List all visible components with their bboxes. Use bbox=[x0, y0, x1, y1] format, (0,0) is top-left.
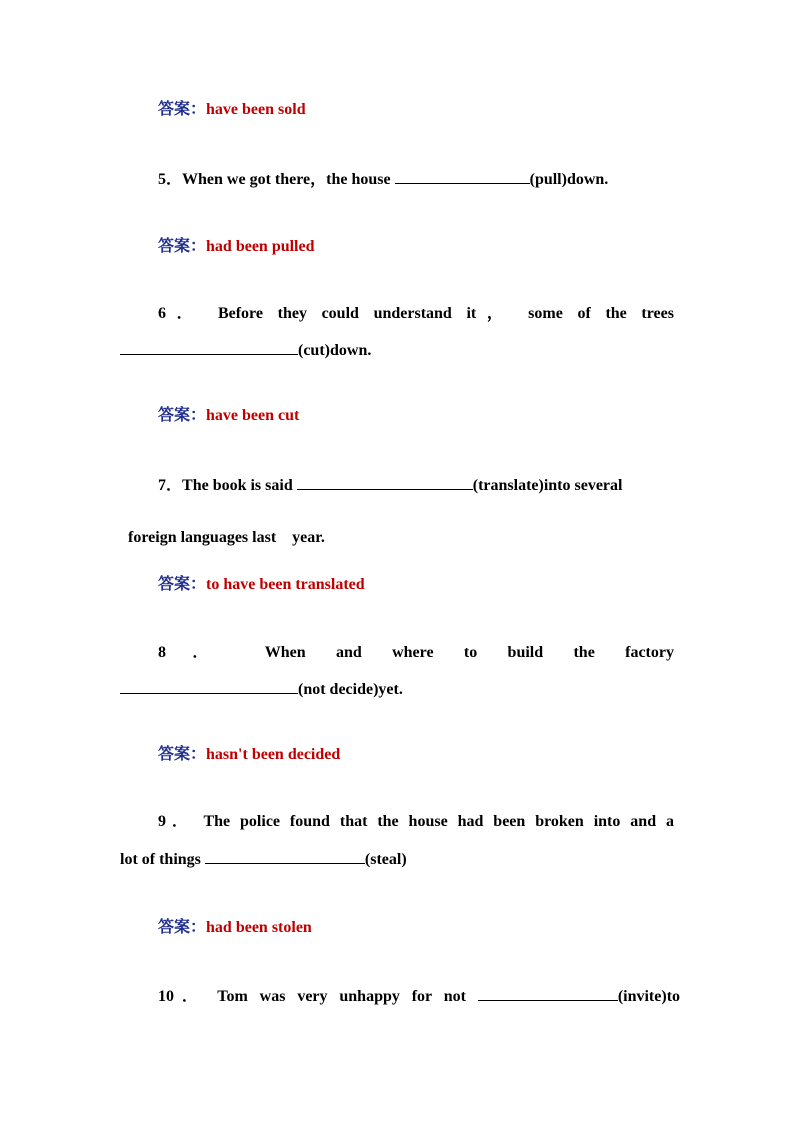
answer-text: hasn't been decided bbox=[206, 746, 341, 763]
answer-label: 答案： bbox=[158, 917, 207, 936]
question-text: Tom was very unhappy for not bbox=[217, 988, 478, 1005]
answer-label: 答案： bbox=[158, 236, 207, 255]
question-5 bbox=[158, 168, 674, 190]
answer-line bbox=[158, 744, 674, 765]
answer-text: have been sold bbox=[206, 101, 306, 118]
question-hint: (pull)down. bbox=[529, 171, 609, 188]
answer-line bbox=[158, 917, 674, 938]
answer-blank bbox=[205, 848, 365, 864]
question-text: foreign languages last year. bbox=[128, 529, 325, 546]
question-text: When and where to build the factory bbox=[264, 644, 674, 661]
answer-text: have been cut bbox=[206, 407, 300, 424]
question-text: lot of things bbox=[120, 851, 205, 868]
question-text: Before they could understand it， some of the trees bbox=[217, 305, 674, 322]
question-6-continued bbox=[120, 339, 674, 361]
question-9 bbox=[158, 812, 674, 832]
answer-text: to have been translated bbox=[206, 576, 365, 593]
answer-label: 答案： bbox=[158, 405, 207, 424]
question-6 bbox=[158, 304, 674, 324]
question-number: 8． bbox=[158, 644, 235, 661]
answer-label: 答案： bbox=[158, 574, 207, 593]
question-text: The book is said bbox=[182, 477, 297, 494]
answer-line bbox=[158, 574, 674, 595]
answer-blank bbox=[395, 168, 530, 184]
answer-blank bbox=[297, 474, 473, 490]
answer-label: 答案： bbox=[158, 744, 207, 763]
answer-line bbox=[158, 99, 674, 120]
answer-blank bbox=[120, 339, 298, 355]
question-7-continued bbox=[120, 508, 674, 548]
question-hint: (not decide)yet. bbox=[298, 681, 403, 698]
question-hint: (cut)down. bbox=[298, 342, 372, 359]
question-10 bbox=[158, 985, 680, 1007]
question-hint: (translate)into several bbox=[472, 477, 623, 494]
question-number: 9． bbox=[158, 813, 194, 830]
answer-text: had been stolen bbox=[206, 919, 312, 936]
answer-text: had been pulled bbox=[206, 238, 315, 255]
question-number: 10． bbox=[158, 988, 206, 1005]
answer-label: 答案： bbox=[158, 99, 207, 118]
question-number: 6． bbox=[158, 305, 204, 322]
question-text: When we got there，the house bbox=[182, 171, 395, 188]
question-8 bbox=[158, 643, 674, 663]
answer-line bbox=[158, 236, 674, 257]
answer-blank bbox=[478, 985, 618, 1001]
question-hint: (steal) bbox=[364, 851, 407, 868]
question-number: 7． bbox=[158, 477, 183, 494]
question-7 bbox=[158, 474, 674, 496]
question-hint: (invite)to bbox=[617, 988, 681, 1005]
answer-line bbox=[158, 405, 674, 426]
answer-blank bbox=[120, 678, 298, 694]
question-8-continued bbox=[120, 678, 674, 700]
question-text: The police found that the house had been broken into and a bbox=[203, 813, 674, 830]
question-9-continued bbox=[120, 848, 674, 870]
question-number: 5． bbox=[158, 171, 183, 188]
